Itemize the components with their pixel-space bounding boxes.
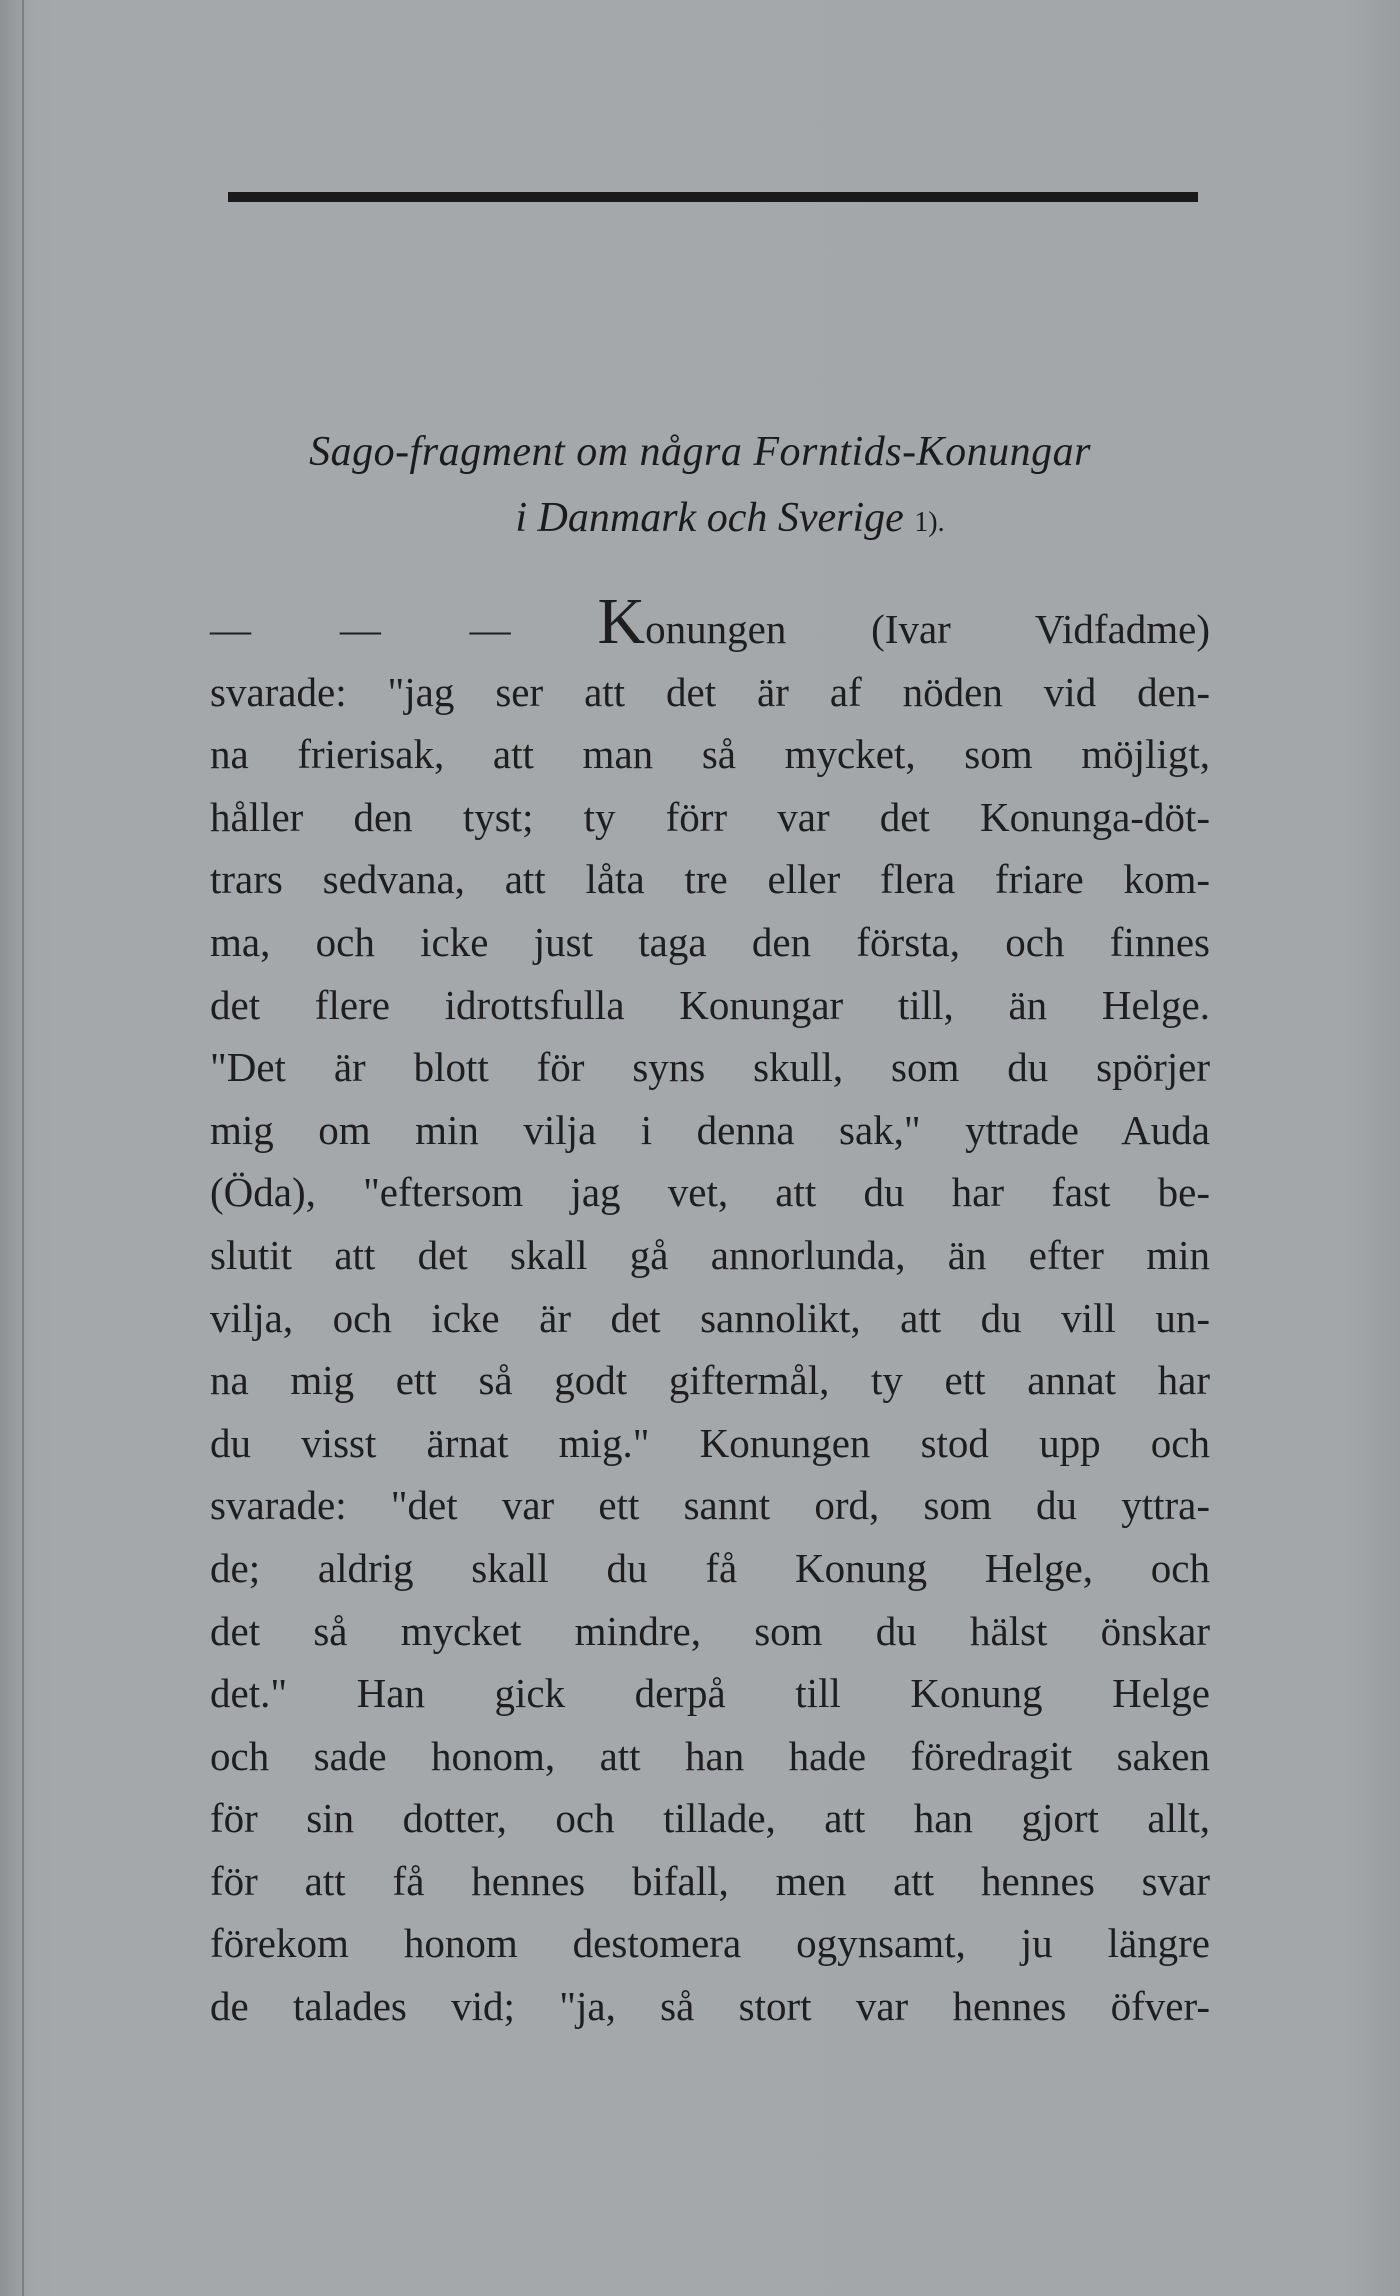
opening-rest: onungen (Ivar Vidfadme) (645, 606, 1211, 652)
text-line: du visst ärnat mig." Konungen stod upp och (210, 1419, 1210, 1466)
title-line-1: Sago-fragment om några Forntids-Konungar (309, 429, 1091, 475)
text-line: det så mycket mindre, som du hälst önskar (210, 1607, 1210, 1654)
text-line: svarade: "det var ett sannt ord, som du yttra- (210, 1482, 1210, 1529)
text-line: det flere idrottsfulla Konungar till, än Helge. (210, 981, 1210, 1028)
body-text (210, 585, 1211, 2038)
text-line: för sin dotter, och tillade, att han gjort allt, (210, 1795, 1210, 1842)
header-rule (228, 192, 1198, 202)
text-line: det." Han gick derpå till Konung Helge (210, 1670, 1210, 1717)
title-line-2-text: i Danmark och Sverige (515, 495, 904, 541)
text-line: na mig ett så godt giftermål, ty ett annat har (210, 1357, 1210, 1404)
text-line: och sade honom, att han hade föredragit saken (210, 1732, 1210, 1779)
text-line: svarade: "jag ser att det är af nöden vid den- (210, 668, 1210, 715)
text-line: mig om min vilja i denna sak," yttrade Auda (210, 1106, 1210, 1153)
text-line: na frierisak, att man så mycket, som möjligt, (210, 731, 1210, 778)
drop-cap: K (597, 585, 646, 658)
footnote-marker: 1). (914, 507, 945, 538)
title-line-2 (30, 494, 1400, 542)
text-line: slutit att det skall gå annorlunda, än efter min (210, 1231, 1210, 1278)
text-line: de; aldrig skall du få Konung Helge, och (210, 1544, 1210, 1591)
text-line: håller den tyst; ty förr var det Konunga-döt- (210, 793, 1210, 840)
page-edge (22, 0, 24, 2296)
text-line: ma, och icke just taga den första, och finnes (210, 918, 1210, 965)
text-line: vilja, och icke är det sannolikt, att du vill un- (210, 1294, 1210, 1341)
opening-line (210, 585, 1211, 661)
opening-dashes: — — — (210, 606, 513, 652)
text-line: förekom honom destomera ogynsamt, ju längre (210, 1920, 1210, 1967)
text-line: de talades vid; "ja, så stort var hennes öfver- (210, 1983, 1210, 2030)
text-line: (Öda), "eftersom jag vet, att du har fast be- (210, 1169, 1210, 1216)
text-line: "Det är blott för syns skull, som du spörjer (210, 1044, 1210, 1091)
text-line: för att få hennes bifall, men att hennes svar (210, 1857, 1210, 1904)
text-line: trars sedvana, att låta tre eller flera friare kom- (210, 856, 1210, 903)
